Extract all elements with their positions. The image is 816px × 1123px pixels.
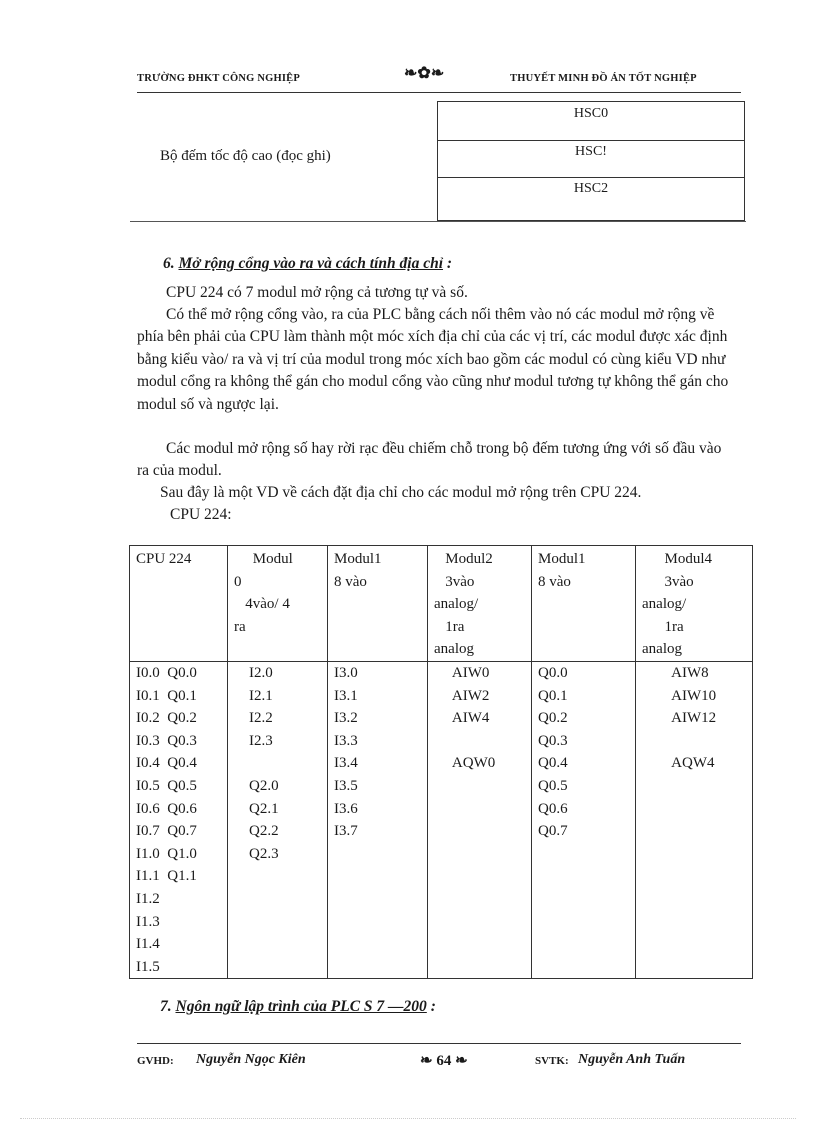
table-cell: Q2.3 xyxy=(234,845,279,862)
table-cell: I3.0 xyxy=(334,664,358,681)
paragraph-5: CPU 224: xyxy=(170,506,232,523)
section-6-number: 6. xyxy=(163,255,175,272)
table-cell: I1.4 xyxy=(136,936,160,953)
table-col-modul2 xyxy=(428,661,532,978)
counter-table-bottom-border xyxy=(130,221,746,222)
table-cell: I0.7 Q0.7 xyxy=(136,823,197,840)
header-ornament-icon: ❧✿❧ xyxy=(404,65,445,82)
table-cell: I3.4 xyxy=(334,755,358,772)
footer-gvhd-label: GVHD: xyxy=(137,1055,174,1067)
table-cell: Q0.7 xyxy=(538,823,568,840)
counter-table xyxy=(437,101,745,221)
table-cell: AIW0 xyxy=(434,664,490,681)
paragraph-3: Các modul mở rộng số hay rời rạc đều chiếm chỗ trong bộ đếm tương ứng với số đầu vào ra của modul. xyxy=(137,440,722,480)
counter-table-label: Bộ đếm tốc độ cao (đọc ghi) xyxy=(160,148,331,164)
table-cell: AIW10 xyxy=(642,687,717,704)
table-cell: I0.5 Q0.5 xyxy=(136,777,197,794)
table-header-modul3: Modul1 8 vào xyxy=(532,546,636,662)
table-cell xyxy=(642,730,746,753)
table-cell: I0.0 Q0.0 xyxy=(136,664,197,681)
table-col-modul3 xyxy=(532,661,636,978)
footer-svtk-label: SVTK: xyxy=(535,1055,569,1067)
table-header-modul0: Modul 0 4vào/ 4 ra xyxy=(228,546,328,662)
counter-row-divider xyxy=(438,140,744,141)
counter-cell-1: HSC! xyxy=(575,144,607,159)
table-cell: AQW4 xyxy=(642,755,715,772)
table-cell: AIW4 xyxy=(434,710,490,727)
table-cell: I0.4 Q0.4 xyxy=(136,755,197,772)
table-cell: I2.2 xyxy=(234,710,273,727)
section-6-suffix: : xyxy=(443,255,453,272)
header-school: TRƯỜNG ĐHKT CÔNG NGHIỆP xyxy=(137,73,300,84)
table-cell: Q0.4 xyxy=(538,755,568,772)
header-document-title: THUYẾT MINH ĐỒ ÁN TỐT NGHIỆP xyxy=(510,73,697,84)
table-cell: I3.2 xyxy=(334,710,358,727)
table-cell: Q0.2 xyxy=(538,710,568,727)
table-cell: I1.2 xyxy=(136,890,160,907)
table-cell: I0.2 Q0.2 xyxy=(136,710,197,727)
table-cell: Q2.2 xyxy=(234,823,279,840)
table-cell: I2.1 xyxy=(234,687,273,704)
table-cell: I3.7 xyxy=(334,823,358,840)
table-cell: AIW2 xyxy=(434,687,490,704)
table-header-modul2: Modul2 3vào analog/ 1ra analog xyxy=(428,546,532,662)
table-cell: I1.5 xyxy=(136,958,160,975)
counter-cell-0: HSC0 xyxy=(573,106,609,121)
table-cell: I1.1 Q1.1 xyxy=(136,868,197,885)
page-bottom-edge xyxy=(20,1118,796,1119)
table-cell: Q0.5 xyxy=(538,777,568,794)
table-cell: I3.3 xyxy=(334,732,358,749)
header-divider xyxy=(137,92,741,93)
table-cell: I0.1 Q0.1 xyxy=(136,687,197,704)
footer-gvhd-name: Nguyễn Ngọc Kiên xyxy=(196,1052,306,1067)
section-7-title: Ngôn ngữ lập trình của PLC S 7 —200 xyxy=(175,998,427,1015)
table-cell: I3.5 xyxy=(334,777,358,794)
table-cell: Q0.3 xyxy=(538,732,568,749)
paragraph-1: CPU 224 có 7 modul mở rộng cả tương tự và số. xyxy=(166,284,468,301)
table-cell: AQW0 xyxy=(434,755,496,772)
table-cell: Q0.1 xyxy=(538,687,568,704)
table-cell xyxy=(234,752,321,775)
section-6-heading xyxy=(163,255,452,273)
table-cell: I1.0 Q1.0 xyxy=(136,845,197,862)
counter-cell-2: HSC2 xyxy=(573,181,609,196)
table-cell: Q0.6 xyxy=(538,800,568,817)
table-col-modul1 xyxy=(328,661,428,978)
table-col-modul4 xyxy=(636,661,753,978)
table-cell: I0.6 Q0.6 xyxy=(136,800,197,817)
table-header-modul4: Modul4 3vào analog/ 1ra analog xyxy=(636,546,753,662)
table-cell: I0.3 Q0.3 xyxy=(136,732,197,749)
table-header-modul1: Modul1 8 vào xyxy=(328,546,428,662)
section-7-suffix: : xyxy=(426,998,436,1015)
table-col-cpu xyxy=(130,661,228,978)
module-address-table xyxy=(129,545,753,979)
table-col-modul0 xyxy=(228,661,328,978)
table-cell: I2.3 xyxy=(234,732,273,749)
paragraph-4: Sau đây là một VD về cách đặt địa chỉ cho các modul mở rộng trên CPU 224. xyxy=(160,484,642,501)
table-cell: Q2.0 xyxy=(234,777,279,794)
table-cell: I3.1 xyxy=(334,687,358,704)
paragraph-2: Có thể mở rộng cổng vào, ra của PLC bằng cách nối thêm vào nó các modul mở rộng về phía bên phải của CPU làm thành một móc xích địa chỉ của các vị trí, các modul được xác định bằng kiểu vào/ ra và vị trí của modul trong móc xích bao gồm các modul có cùng kiểu VD như modul cổng ra không thể gán cho modul cổng vào cũng như modul tương tự không thể gán cho modul số và ngược lại. xyxy=(137,306,729,413)
table-cell: I3.6 xyxy=(334,800,358,817)
table-cell: Q2.1 xyxy=(234,800,279,817)
table-cell: I2.0 xyxy=(234,664,273,681)
counter-row-divider xyxy=(438,177,744,178)
section-6-title: Mở rộng cổng vào ra và cách tính địa chỉ xyxy=(178,255,444,272)
table-header-cpu: CPU 224 xyxy=(130,546,228,662)
footer-divider xyxy=(137,1043,741,1044)
table-cell: Q0.0 xyxy=(538,664,568,681)
table-cell: AIW8 xyxy=(642,664,709,681)
table-cell: AIW12 xyxy=(642,710,717,727)
footer-page-number: ❧ 64 ❧ xyxy=(420,1053,468,1069)
footer-svtk-name: Nguyễn Anh Tuấn xyxy=(578,1052,686,1067)
table-cell xyxy=(434,730,525,753)
section-7-heading xyxy=(160,998,436,1016)
section-7-number: 7. xyxy=(160,998,172,1015)
table-cell: I1.3 xyxy=(136,913,160,930)
